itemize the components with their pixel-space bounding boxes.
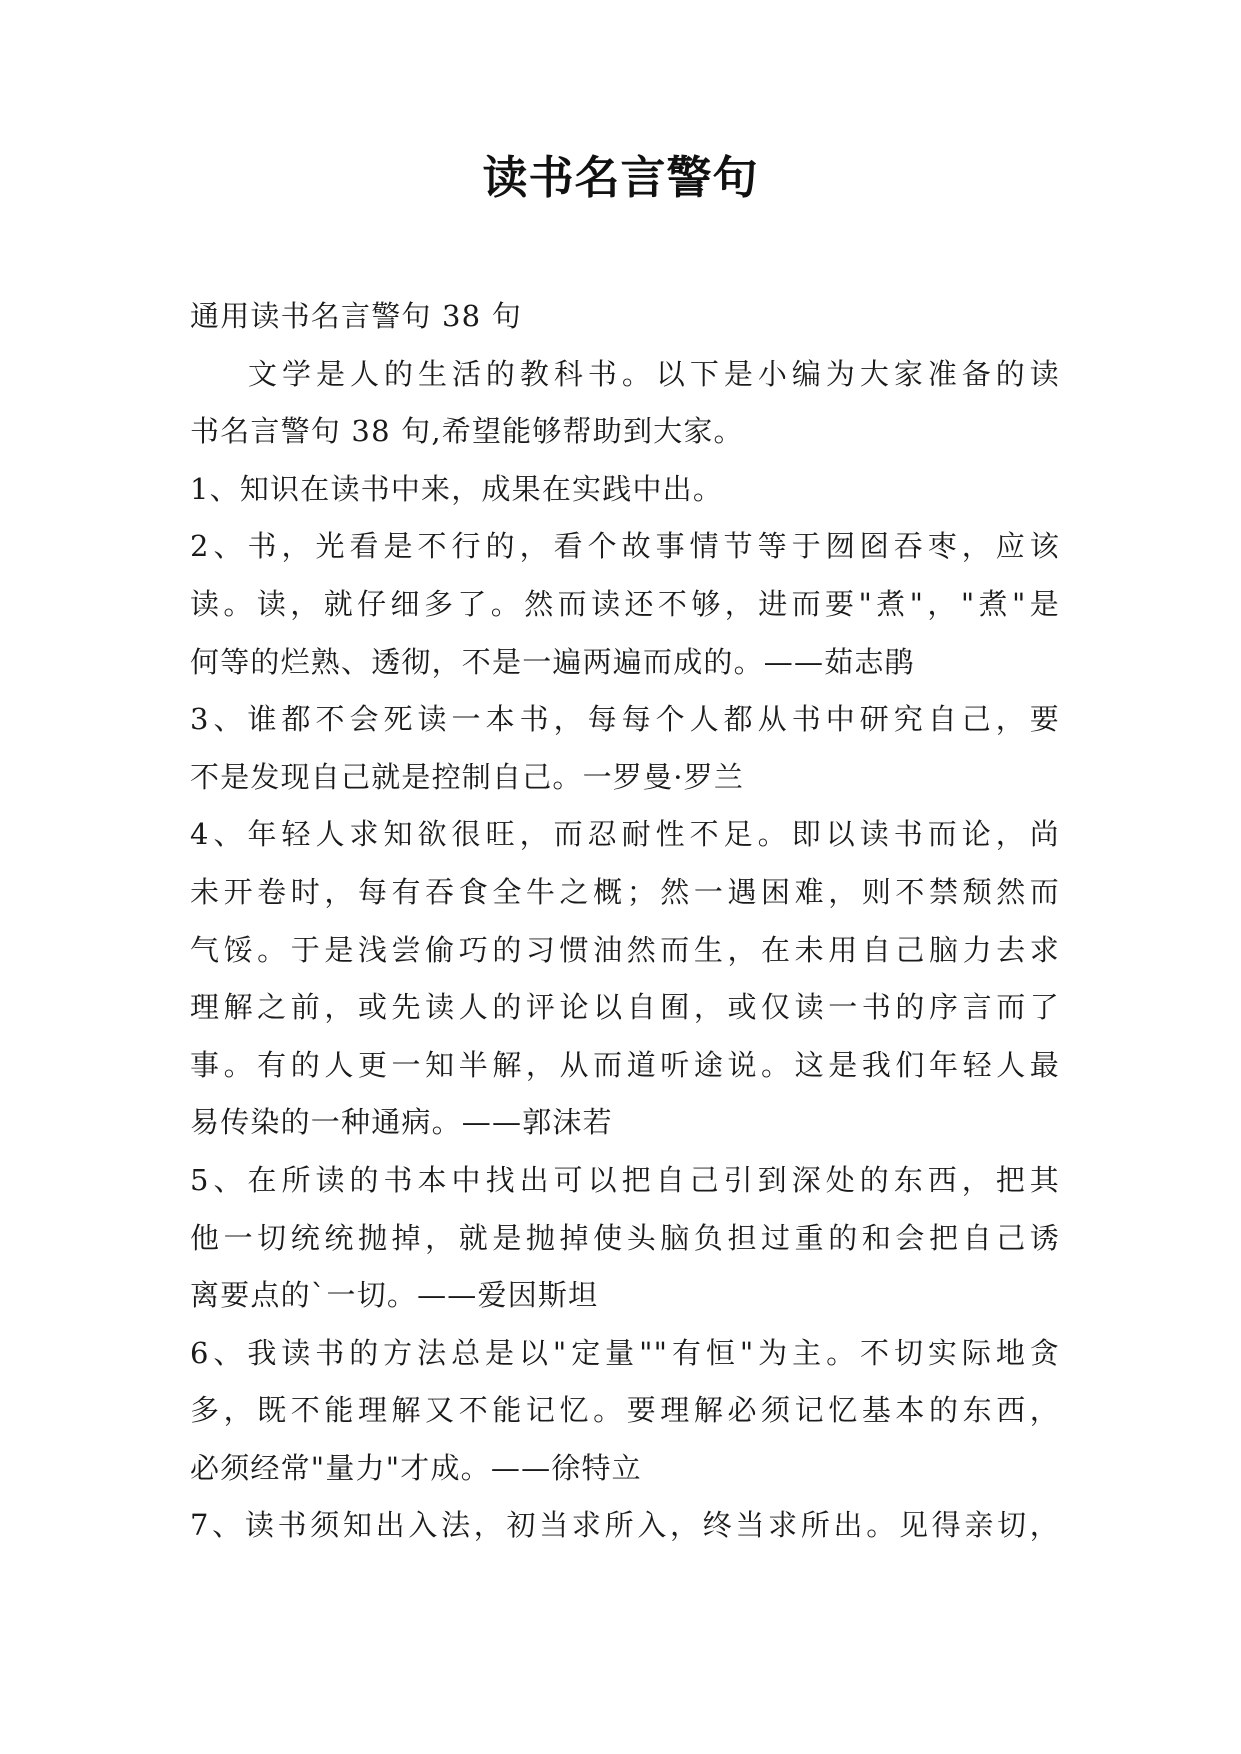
page-title: 读书名言警句 — [482, 151, 759, 204]
text-line: 7、读书须知出入法，初当求所入，终当求所出。见得亲切， — [190, 1508, 1060, 1543]
text-line: 气馁。于是浅尝偷巧的习惯油然而生，在未用自己脑力去求 — [190, 932, 1060, 967]
text-line: 必须经常"量力"才成。——徐特立 — [190, 1450, 642, 1485]
text-line: 3、谁都不会死读一本书，每每个人都从书中研究自己，要 — [190, 702, 1060, 737]
text-line: 4、年轻人求知欲很旺，而忍耐性不足。即以读书而论，尚 — [190, 817, 1060, 852]
text-line: 书名言警句 38 句,希望能够帮助到大家。 — [190, 414, 744, 449]
text-line: 通用读书名言警句 38 句 — [190, 299, 522, 333]
text-line: 理解之前，或先读人的评论以自囿，或仅读一书的序言而了 — [190, 990, 1060, 1025]
text-line: 6、我读书的方法总是以"定量""有恒"为主。不切实际地贪 — [190, 1335, 1060, 1370]
text-line: 事。有的人更一知半解，从而道听途说。这是我们年轻人最 — [190, 1047, 1060, 1082]
text-line: 文学是人的生活的教科书。以下是小编为大家准备的读 — [248, 356, 1060, 391]
text-line: 何等的烂熟、透彻，不是一遍两遍而成的。——茹志鹃 — [190, 644, 915, 679]
text-line: 1、知识在读书中来，成果在实践中出。 — [190, 471, 724, 506]
text-line: 5、在所读的书本中找出可以把自己引到深处的东西，把其 — [190, 1162, 1060, 1197]
document-body — [190, 288, 1060, 1555]
text-line: 他一切统统抛掉，就是抛掉使头脑负担过重的和会把自己诱 — [190, 1220, 1060, 1255]
text-line: 读。读，就仔细多了。然而读还不够，进而要"煮"，"煮"是 — [190, 586, 1060, 621]
text-line: 易传染的一种通病。——郭沫若 — [190, 1105, 613, 1140]
text-line: 多，既不能理解又不能记忆。要理解必须记忆基本的东西， — [190, 1393, 1060, 1428]
text-line: 离要点的`一切。——爱因斯坦 — [190, 1278, 599, 1313]
text-line: 不是发现自己就是控制自己。一罗曼·罗兰 — [190, 759, 745, 794]
text-line: 2、书，光看是不行的，看个故事情节等于囫囵吞枣，应该 — [190, 529, 1060, 564]
text-line: 未开卷时，每有吞食全牛之概；然一遇困难，则不禁颓然而 — [190, 874, 1060, 909]
